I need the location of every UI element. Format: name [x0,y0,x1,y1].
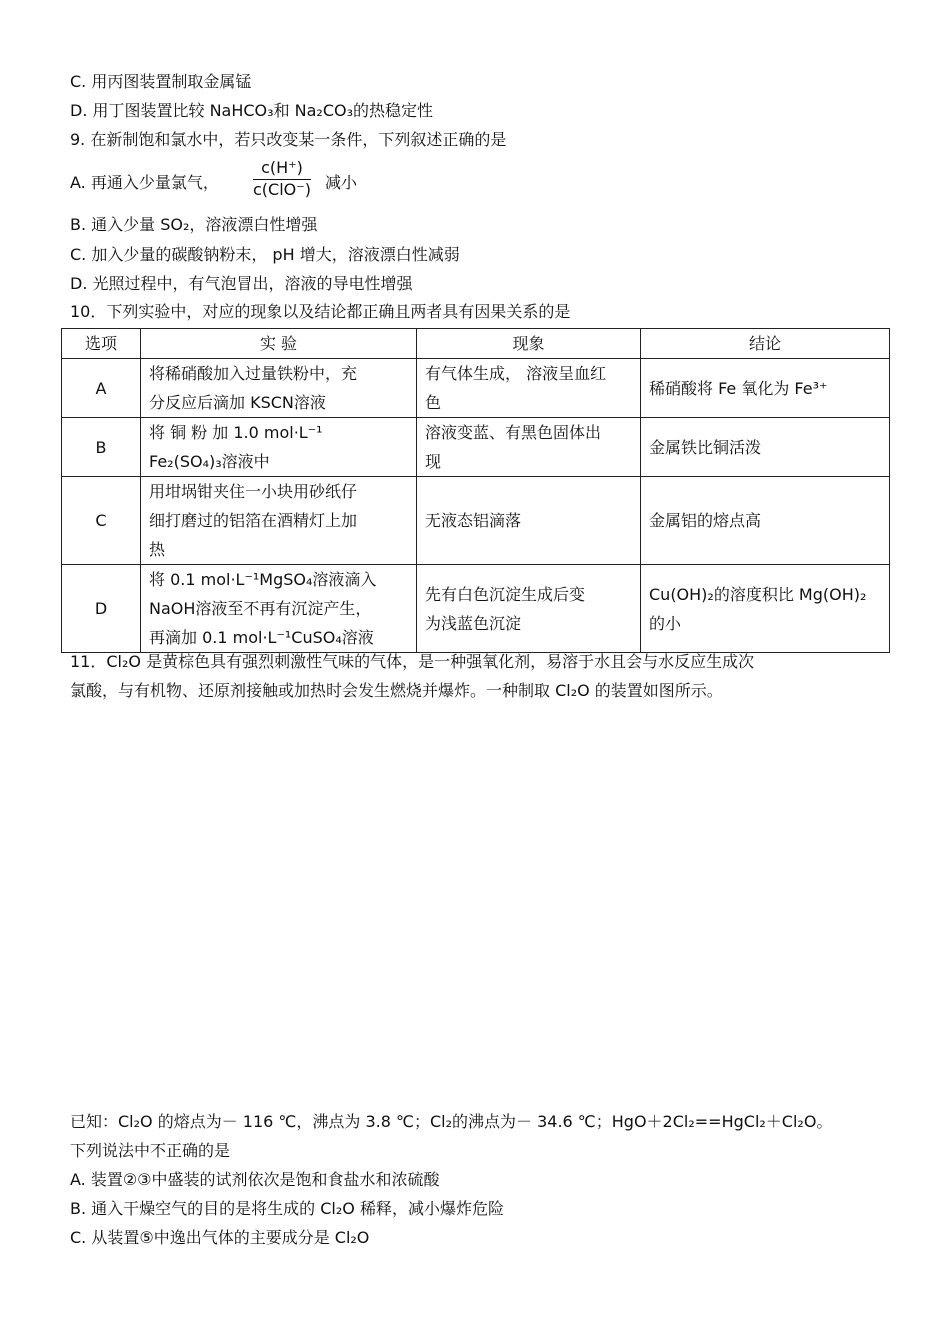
cell-line: Cu(OH)₂的溶度积比 Mg(OH)₂ [649,584,867,604]
option-11b: B. 通入干燥空气的目的是将生成的 Cl₂O 稀释，减小爆炸危险 [70,1199,504,1218]
fraction-denominator: c(ClO⁻) [253,180,311,199]
question-9-stem: 9. 在新制饱和氯水中，若只改变某一条件，下列叙述正确的是 [70,130,507,149]
cell-line: 色 [425,393,442,412]
cell-line: 细打磨过的铝箔在酒精灯上加 [149,511,358,530]
option-9a-prefix: A. 再通入少量氯气， [70,173,219,192]
option-9a-suffix: 减小 [325,173,358,192]
row-option: A [62,359,141,418]
question-11-ask: 下列说法中不正确的是 [70,1141,231,1160]
table-header-row [62,329,890,359]
row-experiment [141,565,417,653]
option-9c: C. 加入少量的碳酸钠粉末， pH 增大，溶液漂白性减弱 [70,245,460,264]
table-row [62,359,890,418]
row-experiment [141,359,417,418]
question-11-stem-line2: 氯酸，与有机物、还原剂接触或加热时会发生燃烧并爆炸。一种制取 Cl₂O 的装置如图所示。 [70,681,723,700]
row-option: C [62,477,141,565]
cell-line: NaOH溶液至不再有沉淀产生， [149,599,372,618]
row-conclusion [641,359,890,418]
option-11c: C. 从装置⑤中逸出气体的主要成分是 Cl₂O [70,1228,370,1247]
cell-line: 用坩埚钳夹住一小块用砂纸仔 [149,482,358,501]
apparatus-figure-area [70,715,880,1100]
cell-line: 金属铁比铜活泼 [649,437,762,457]
table-row [62,477,890,565]
cell-line: 的小 [649,613,682,633]
cell-line: 将 0.1 mol·L⁻¹MgSO₄溶液滴入 [149,570,377,589]
header-option: 选项 [62,329,141,359]
row-experiment [141,477,417,565]
cell-line: 稀硝酸将 Fe 氧化为 Fe³⁺ [649,378,828,398]
cell-line: 为浅蓝色沉淀 [425,613,522,633]
header-phenomenon: 现象 [417,329,641,359]
row-conclusion [641,418,890,477]
cell-line: 将稀硝酸加入过量铁粉中，充 [149,364,358,383]
row-option: D [62,565,141,653]
cell-line: 现 [425,452,442,471]
option-9a [70,172,219,194]
cell-line: 无液态铝滴落 [425,511,522,530]
header-conclusion: 结论 [641,329,890,359]
option-9d: D. 光照过程中，有气泡冒出，溶液的导电性增强 [70,274,413,293]
cell-line: 热 [149,540,166,559]
row-option: B [62,418,141,477]
table-row [62,565,890,653]
row-experiment [141,418,417,477]
cell-line: Fe₂(SO₄)₃溶液中 [149,452,270,471]
option-11a: A. 装置②③中盛装的试剂依次是饱和食盐水和浓硫酸 [70,1170,440,1189]
header-experiment: 实 验 [141,329,417,359]
row-conclusion [641,477,890,565]
question-10-stem: 10．下列实验中，对应的现象以及结论都正确且两者具有因果关系的是 [70,302,571,321]
cell-line: 将 铜 粉 加 1.0 mol·L⁻¹ [149,423,323,442]
row-phenomenon [417,418,641,477]
option-9b: B. 通入少量 SO₂，溶液漂白性增强 [70,215,318,234]
table-row [62,418,890,477]
cell-line: 分反应后滴加 KSCN溶液 [149,393,326,412]
question-11-known: 已知：Cl₂O 的熔点为－ 116 ℃，沸点为 3.8 ℃；Cl₂的沸点为－ 34.6 ℃；HgO＋2Cl₂==HgCl₂＋Cl₂O。 [70,1112,833,1131]
cell-line: 先有白色沉淀生成后变 [425,584,586,604]
option-8c: C. 用丙图装置制取金属锰 [70,72,252,91]
cell-line: 再滴加 0.1 mol·L⁻¹CuSO₄溶液 [149,628,374,647]
row-conclusion [641,565,890,653]
cell-line: 金属铝的熔点高 [649,511,762,530]
question-11-stem-line1: 11．Cl₂O 是黄棕色具有强烈刺激性气味的气体，是一种强氧化剂，易溶于水且会与水反应生成次 [70,652,755,671]
row-phenomenon [417,359,641,418]
row-phenomenon [417,565,641,653]
option-8d: D. 用丁图装置比较 NaHCO₃和 Na₂CO₃的热稳定性 [70,101,434,120]
row-phenomenon [417,477,641,565]
experiment-table [61,328,890,653]
fraction-h-over-clo [253,158,311,200]
cell-line: 有气体生成， 溶液呈血红 [425,364,607,383]
cell-line: 溶液变蓝、有黑色固体出 [425,423,602,442]
fraction-numerator: c(H⁺) [253,158,311,180]
